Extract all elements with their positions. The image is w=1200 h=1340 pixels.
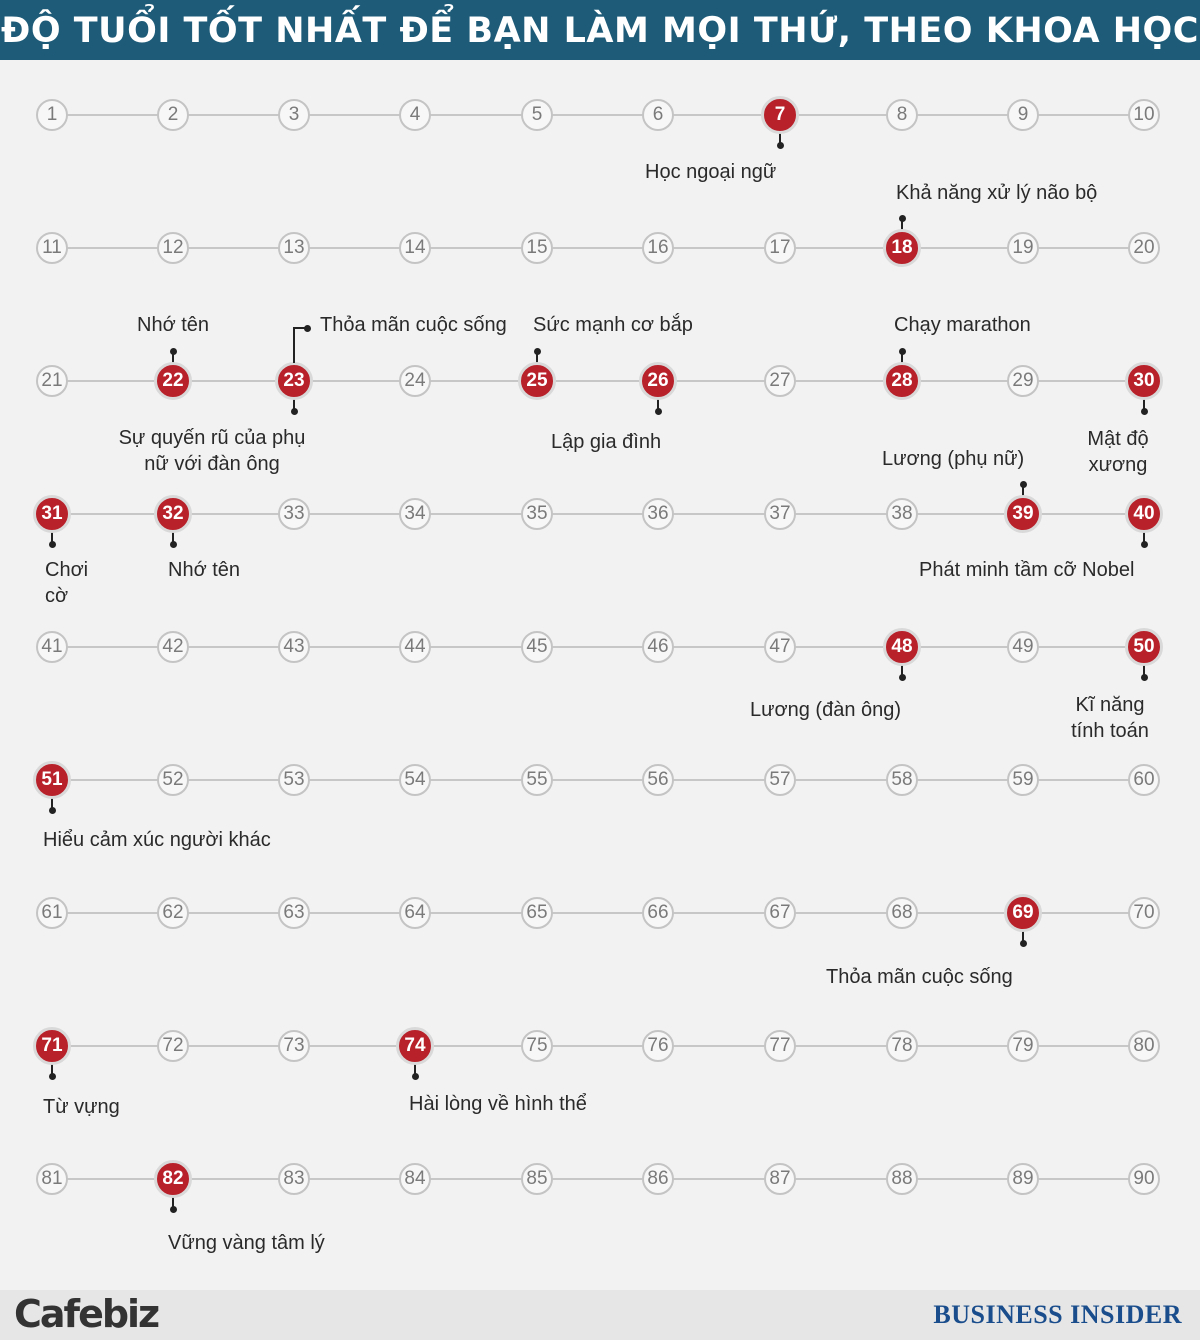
age-6: 6 — [642, 99, 674, 131]
pin-age-7-dot — [777, 142, 784, 149]
age-13: 13 — [278, 232, 310, 264]
timeline-row-line — [52, 1045, 1145, 1047]
age-80: 80 — [1128, 1030, 1160, 1062]
pin-age-23-elbow-dot — [304, 325, 311, 332]
age-59: 59 — [1007, 764, 1039, 796]
age-45: 45 — [521, 631, 553, 663]
age-5: 5 — [521, 99, 553, 131]
business-insider-logo: BUSINESS INSIDER — [933, 1300, 1182, 1329]
age-64: 64 — [399, 897, 431, 929]
age-89: 89 — [1007, 1163, 1039, 1195]
timeline-row-line — [52, 513, 1145, 515]
age-4: 4 — [399, 99, 431, 131]
age-87: 87 — [764, 1163, 796, 1195]
age-54: 54 — [399, 764, 431, 796]
label-age-32: Nhớ tên — [168, 559, 241, 581]
age-1: 1 — [36, 99, 68, 131]
age-34: 34 — [399, 498, 431, 530]
pin-age-23-dot — [291, 408, 298, 415]
age-26-highlighted: 26 — [639, 362, 677, 400]
age-62: 62 — [157, 897, 189, 929]
pin-age-39-dot — [1020, 481, 1027, 488]
label-age-31: Chơi cờ — [45, 559, 89, 607]
pin-age-31-dot — [49, 541, 56, 548]
cafebiz-logo: Cafebiz — [14, 1292, 159, 1336]
pin-age-26-dot — [655, 408, 662, 415]
age-57: 57 — [764, 764, 796, 796]
age-19: 19 — [1007, 232, 1039, 264]
age-29: 29 — [1007, 365, 1039, 397]
timeline-row-line — [52, 779, 1145, 781]
age-20: 20 — [1128, 232, 1160, 264]
age-53: 53 — [278, 764, 310, 796]
timeline-row-line — [52, 247, 1145, 249]
age-51-highlighted: 51 — [33, 761, 71, 799]
age-69-highlighted: 69 — [1004, 894, 1042, 932]
age-73: 73 — [278, 1030, 310, 1062]
age-63: 63 — [278, 897, 310, 929]
pin-age-48-dot — [899, 674, 906, 681]
age-55: 55 — [521, 764, 553, 796]
label-age-22-bottom: Sự quyến rũ của phụ nữ với đàn ông — [118, 427, 306, 475]
pin-age-30-dot — [1141, 408, 1148, 415]
age-43: 43 — [278, 631, 310, 663]
age-52: 52 — [157, 764, 189, 796]
age-56: 56 — [642, 764, 674, 796]
age-15: 15 — [521, 232, 553, 264]
timeline-row-line — [52, 1178, 1145, 1180]
age-50-highlighted: 50 — [1125, 628, 1163, 666]
label-age-23: Thỏa mãn cuộc sống — [320, 314, 507, 336]
age-74-highlighted: 74 — [396, 1027, 434, 1065]
age-21: 21 — [36, 365, 68, 397]
age-11: 11 — [36, 232, 68, 264]
label-age-22-top: Nhớ tên — [137, 314, 210, 336]
age-18-highlighted: 18 — [883, 229, 921, 267]
age-83: 83 — [278, 1163, 310, 1195]
age-47: 47 — [764, 631, 796, 663]
age-46: 46 — [642, 631, 674, 663]
age-40-highlighted: 40 — [1125, 495, 1163, 533]
age-41: 41 — [36, 631, 68, 663]
age-88: 88 — [886, 1163, 918, 1195]
label-age-18: Khả năng xử lý não bộ — [896, 182, 1098, 204]
timeline-row-line — [52, 646, 1145, 648]
age-27: 27 — [764, 365, 796, 397]
age-72: 72 — [157, 1030, 189, 1062]
age-38: 38 — [886, 498, 918, 530]
page-title: ĐỘ TUỔI TỐT NHẤT ĐỂ BẠN LÀM MỌI THỨ, THEO KHOA HỌC — [1, 11, 1199, 51]
pin-age-18-dot — [899, 215, 906, 222]
age-49: 49 — [1007, 631, 1039, 663]
age-86: 86 — [642, 1163, 674, 1195]
age-60: 60 — [1128, 764, 1160, 796]
label-age-82: Vững vàng tâm lý — [168, 1232, 325, 1254]
age-24: 24 — [399, 365, 431, 397]
pin-age-28-dot — [899, 348, 906, 355]
label-age-39: Lương (phụ nữ) — [882, 448, 1025, 470]
age-84: 84 — [399, 1163, 431, 1195]
age-8: 8 — [886, 99, 918, 131]
age-2: 2 — [157, 99, 189, 131]
pin-age-40-dot — [1141, 541, 1148, 548]
age-33: 33 — [278, 498, 310, 530]
age-66: 66 — [642, 897, 674, 929]
timeline-row-line — [52, 380, 1145, 382]
age-67: 67 — [764, 897, 796, 929]
age-17: 17 — [764, 232, 796, 264]
pin-age-32-dot — [170, 541, 177, 548]
age-68: 68 — [886, 897, 918, 929]
age-81: 81 — [36, 1163, 68, 1195]
label-age-71: Từ vựng — [43, 1096, 120, 1118]
pin-age-25-dot — [534, 348, 541, 355]
timeline-row-line — [52, 912, 1145, 914]
label-age-28: Chạy marathon — [894, 314, 1031, 336]
label-age-50: Kĩ năng tính toán — [1071, 694, 1149, 742]
age-58: 58 — [886, 764, 918, 796]
age-37: 37 — [764, 498, 796, 530]
pin-age-23-elbow-stem — [293, 328, 295, 363]
age-78: 78 — [886, 1030, 918, 1062]
age-75: 75 — [521, 1030, 553, 1062]
age-76: 76 — [642, 1030, 674, 1062]
age-30-highlighted: 30 — [1125, 362, 1163, 400]
age-85: 85 — [521, 1163, 553, 1195]
age-82-highlighted: 82 — [154, 1160, 192, 1198]
age-16: 16 — [642, 232, 674, 264]
age-90: 90 — [1128, 1163, 1160, 1195]
age-48-highlighted: 48 — [883, 628, 921, 666]
label-age-26: Lập gia đình — [551, 431, 662, 453]
timeline-row-line — [52, 114, 1145, 116]
label-age-69: Thỏa mãn cuộc sống — [826, 966, 1013, 988]
pin-age-74-dot — [412, 1073, 419, 1080]
age-39-highlighted: 39 — [1004, 495, 1042, 533]
label-age-25: Sức mạnh cơ bắp — [533, 314, 693, 336]
label-age-30: Mật độ xương — [1087, 428, 1149, 476]
age-9: 9 — [1007, 99, 1039, 131]
age-10: 10 — [1128, 99, 1160, 131]
age-77: 77 — [764, 1030, 796, 1062]
age-79: 79 — [1007, 1030, 1039, 1062]
age-70: 70 — [1128, 897, 1160, 929]
age-35: 35 — [521, 498, 553, 530]
label-age-51: Hiểu cảm xúc người khác — [43, 829, 271, 851]
age-23-highlighted: 23 — [275, 362, 313, 400]
age-65: 65 — [521, 897, 553, 929]
age-61: 61 — [36, 897, 68, 929]
age-25-highlighted: 25 — [518, 362, 556, 400]
age-71-highlighted: 71 — [33, 1027, 71, 1065]
pin-age-71-dot — [49, 1073, 56, 1080]
label-age-7: Học ngoại ngữ — [645, 161, 777, 183]
age-31-highlighted: 31 — [33, 495, 71, 533]
age-14: 14 — [399, 232, 431, 264]
age-44: 44 — [399, 631, 431, 663]
age-3: 3 — [278, 99, 310, 131]
age-7-highlighted: 7 — [761, 96, 799, 134]
pin-age-51-dot — [49, 807, 56, 814]
age-42: 42 — [157, 631, 189, 663]
age-28-highlighted: 28 — [883, 362, 921, 400]
pin-age-82-dot — [170, 1206, 177, 1213]
pin-age-69-dot — [1020, 940, 1027, 947]
age-12: 12 — [157, 232, 189, 264]
pin-age-50-dot — [1141, 674, 1148, 681]
pin-age-22-dot — [170, 348, 177, 355]
age-22-highlighted: 22 — [154, 362, 192, 400]
age-36: 36 — [642, 498, 674, 530]
label-age-48: Lương (đàn ông) — [750, 699, 902, 721]
label-age-40: Phát minh tầm cỡ Nobel — [919, 559, 1135, 581]
label-age-74: Hài lòng về hình thể — [409, 1093, 587, 1115]
age-32-highlighted: 32 — [154, 495, 192, 533]
